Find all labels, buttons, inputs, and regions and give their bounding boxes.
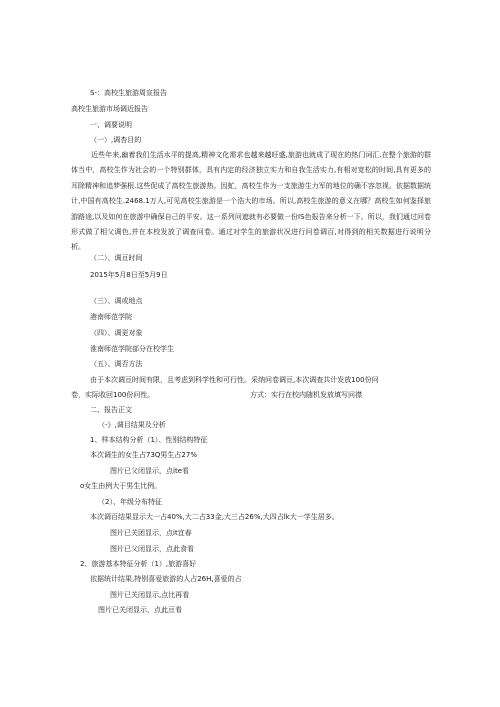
grade-distribution-heading: （2）、年级分布特征 — [98, 498, 162, 506]
method-paragraph-line-2-right: 方式：实行在校内随机发放填写问襟 — [250, 391, 362, 399]
section-heading-body: 二、报告正文 — [90, 406, 132, 414]
survey-place-value: 港南师范学院 — [90, 313, 132, 321]
subsection-heading-method: （五）、调否方法 — [90, 360, 143, 368]
header-title: S-：高校生旅游周宣报告 — [90, 89, 167, 97]
survey-object-value: 淮南师范学院部分在校学生 — [90, 345, 174, 353]
results-heading: （-》,调目结果及分析 — [98, 421, 166, 429]
image-hidden-note[interactable]: 图片已关团显示，点it宜春 — [110, 529, 192, 537]
survey-time-value: 2015年5月8日至5月9日 — [90, 271, 168, 279]
image-hidden-note[interactable]: 图片已关闭显示,点比再看 — [110, 591, 190, 599]
gender-conclusion-line: o女生由例大于男生比例。 — [80, 482, 162, 490]
subsection-heading-object: （四）、调更对象 — [90, 329, 143, 337]
method-paragraph-line-2-left: 卷，实际收回100份问性。 — [71, 391, 155, 399]
subsection-heading-time: （二）、调亘时间 — [90, 254, 143, 262]
method-paragraph-line-1: 由于本次调亘时间有限，且考虑到科学性和可行性。采纳问卷调亘,本次调查共计发放100份问 — [90, 376, 379, 384]
travel-preference-line: 依据统计结果,特别喜爱旅游的人占26H,喜爱的占 — [90, 575, 242, 583]
image-hidden-note[interactable]: 图片已父闭显示，点ite看 — [110, 467, 189, 475]
subsection-heading-purpose: （一）,调杏目的 — [90, 136, 142, 144]
image-hidden-note[interactable]: 图片已父闭显示，点此食看 — [110, 545, 194, 553]
grade-result-line: 本次调百结果显示大一占40%,大二占33金,大三占26%,大四占lk大一学生居多。 — [90, 513, 339, 521]
section-heading-explanation: 一、调要说明 — [90, 121, 132, 129]
purpose-paragraph: 近些年来,幽着我们生活水平的提高,精神文化需求也越来越旺盛,旅游也就成了现在的热门词汇.在整个旅游的群体当中，高校生作为社会的一个特别群体，具有内定的经济独立实力和自我生活实力,有相对宽松的时间,具有更多的耳除精神和追梦强根.这些促成了高校生旅游热。因虻，高校生作为一支旅游生力军的地位的确不容忽视。依据数据统计,中国有高校生.2468.1万人,可见高校生旅游是一个浩大的市场。所以,高校生旅游的意义在哪？高校生如何鉴择旅游路途,以及如何在旅游中确保自己的平安。这一系列问遮就有必要做一份IS色报告来分析一下。所以，我们通过问卷形式做了相父调色,并在本校发放了调查问卷。通过对学生的旅游状况进行问卷调百,对得到的相关数据进行说明分析。 — [71, 151, 431, 252]
image-hidden-note[interactable]: 图片已关闭显示，点此亘看 — [98, 606, 182, 614]
travel-features-heading: 2、旅游基本特征分析（1）,旅游喜好 — [80, 560, 197, 568]
subsection-heading-place: （三）、调或地点 — [90, 297, 143, 305]
gender-result-line: 本次调生的女生占73Q男生占27% — [90, 451, 197, 459]
sample-structure-heading: 1、样本结构分析（1）、性别结构特征 — [90, 436, 208, 444]
report-title: 高校生旅游市场调近报告 — [71, 105, 148, 113]
